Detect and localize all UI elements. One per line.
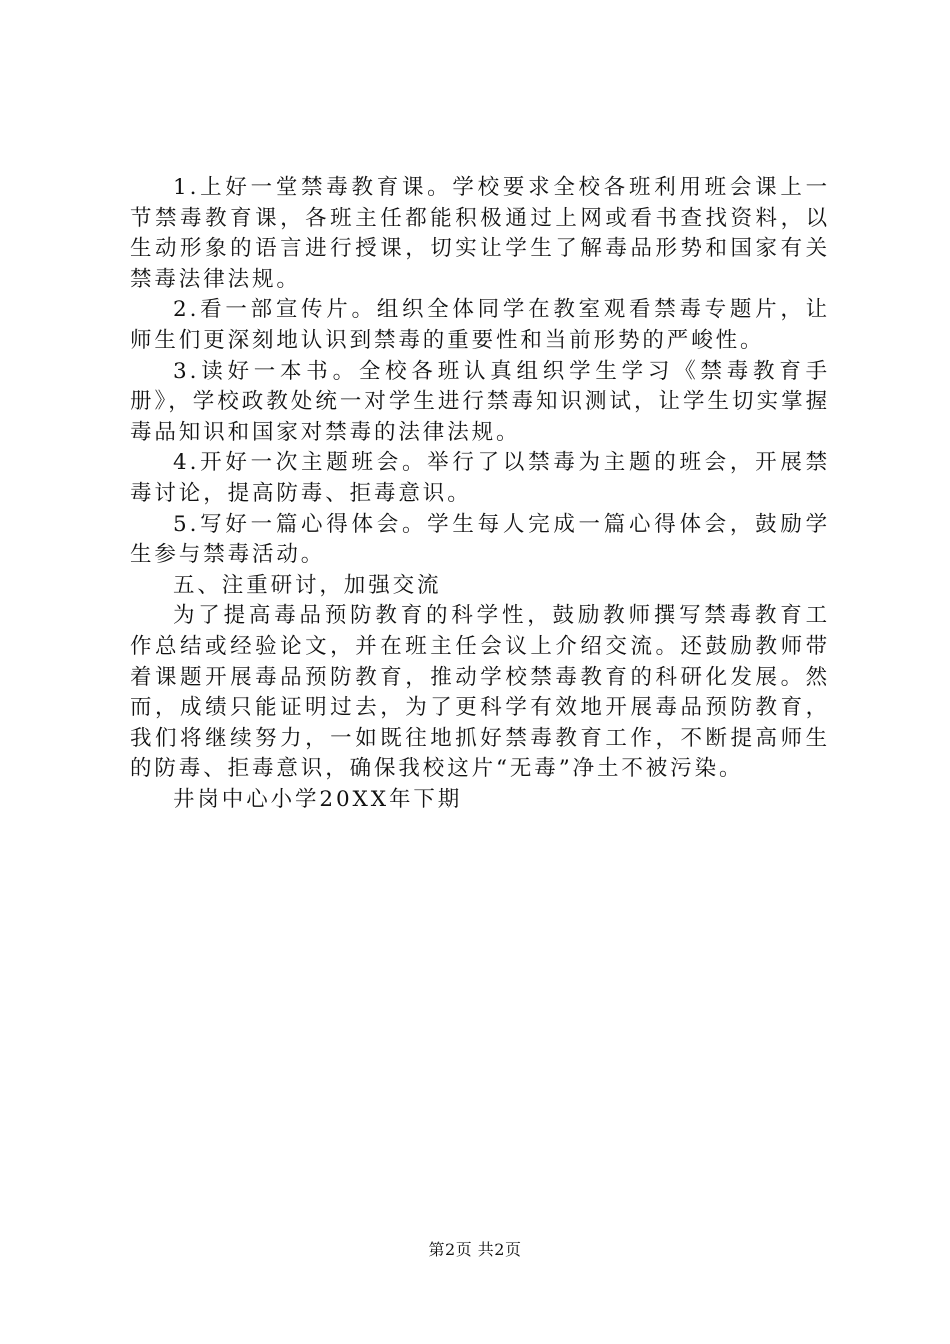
section-heading: 五、注重研讨，加强交流 [173, 572, 442, 598]
list-item-class-meeting: 4.开好一次主题班会。举行了以禁毒为主题的班会，开展禁毒讨论，提高防毒、拒毒意识。 [130, 450, 830, 506]
list-item-book: 3.读好一本书。全校各班认真组织学生学习《禁毒教育手册》，学校政教处统一对学生进行禁毒知识测试，让学生切实掌握毒品知识和国家对禁毒的法律法规。 [130, 358, 830, 445]
list-item-film: 2.看一部宣传片。组织全体同学在教室观看禁毒专题片，让师生们更深刻地认识到禁毒的重要性和当前形势的严峻性。 [130, 297, 830, 353]
list-item-lesson: 1.上好一堂禁毒教育课。学校要求全校各班利用班会课上一节禁毒教育课，各班主任都能积极通过上网或看书查找资料，以生动形象的语言进行授课，切实让学生了解毒品形势和国家有关禁毒法律法规。 [130, 175, 830, 292]
list-item-reflection: 5.写好一篇心得体会。学生每人完成一篇心得体会，鼓励学生参与禁毒活动。 [130, 511, 830, 568]
page-footer: 第2页 共2页 [428, 1240, 522, 1259]
document-body [130, 173, 830, 815]
signature-line: 井岗中心小学20XX年下期 [173, 786, 463, 812]
body-paragraph: 为了提高毒品预防教育的科学性，鼓励教师撰写禁毒教育工作总结或经验论文，并在班主任会议上介绍交流。还鼓励教师带着课题开展毒品预防教育，推动学校禁毒教育的科研化发展。然而，成绩只能证明过去，为了更科学有效地开展毒品预防教育，我们将继续努力，一如既往地抓好禁毒教育工作，不断提高师生的防毒、拒毒意识，确保我校这片“无毒”净土不被污染。 [130, 603, 830, 782]
